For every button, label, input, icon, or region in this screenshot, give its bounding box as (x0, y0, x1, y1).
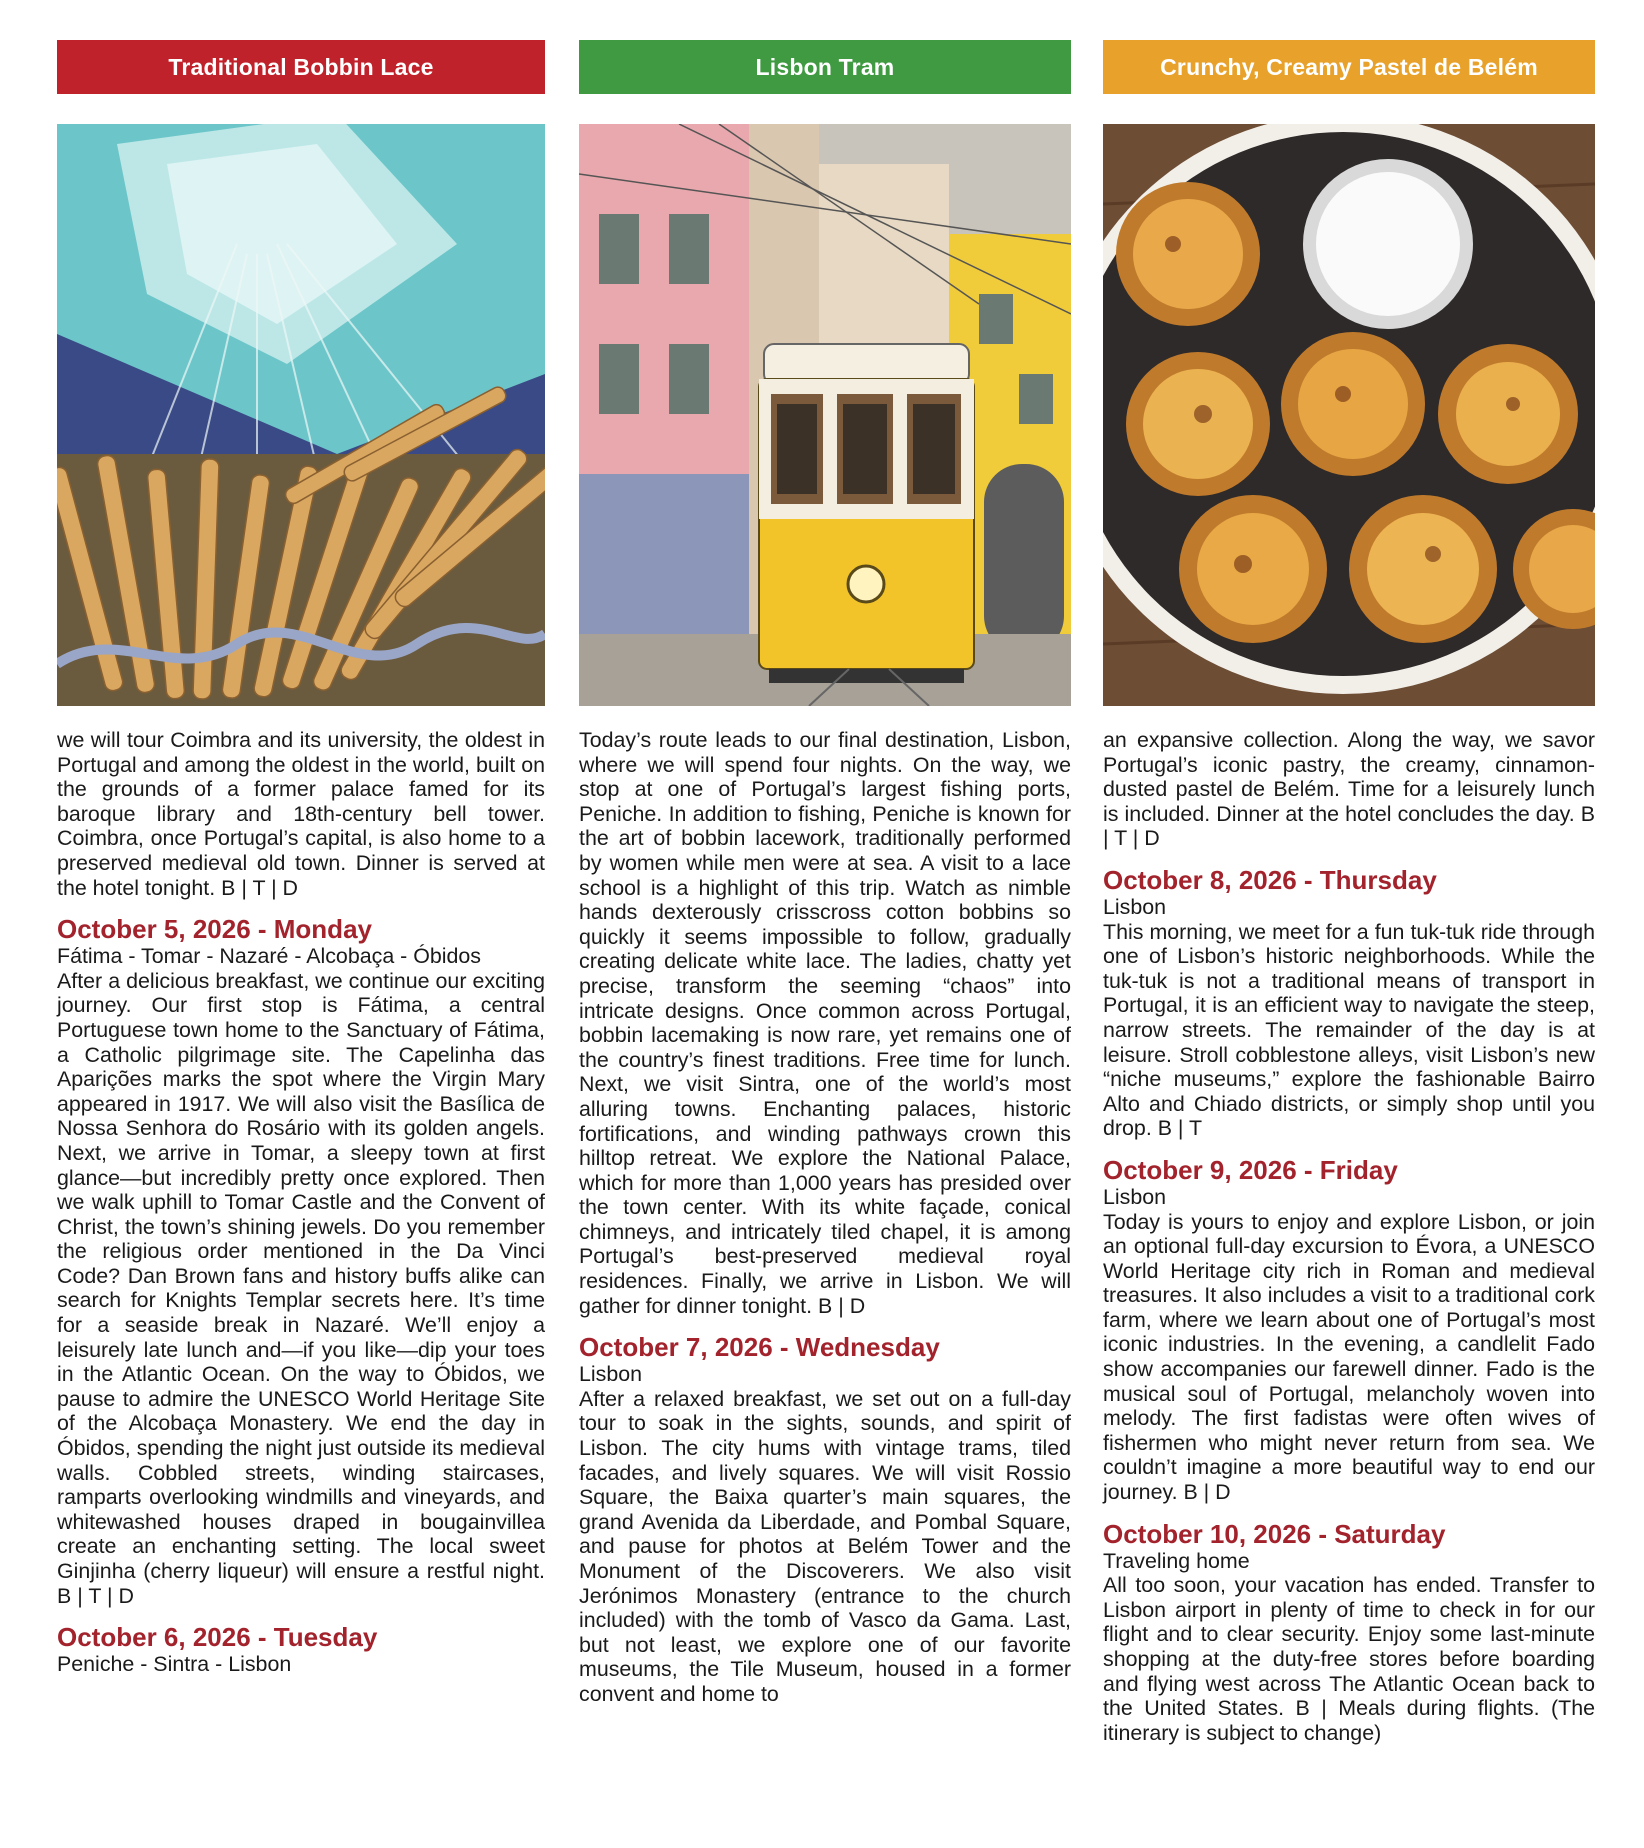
body-oct7: After a relaxed breakfast, we set out on a full-day tour to soak in the sights, sounds, and spirit of Lisbon. The city hums with vintage trams, tiled facades, and lively squares. We will visit Rossio Square, the Baixa quarter’s main squares, the grand Avenida da Liberdade, and Pombal Square, and pause for photos at Belém Tower and the Monument of the Discoverers. We also visit Jerónimos Monastery (entrance to the church included) with the tomb of Vasco da Gama. Last, but not least, we explore one of our favorite museums, the Tile Museum, housed in a former convent and home to (579, 1386, 1071, 1706)
body-oct6: Today’s route leads to our final destination, Lisbon, where we will spend four nights. On the way, we stop at one of Portugal’s largest fishing ports, Peniche. In addition to fishing, Peniche is known for the art of bobbin lacework, traditionally performed by women while men were at sea. A visit to a lace school is a highlight of this trip. Watch as nimble hands dexterously crisscross cotton bobbins so quickly it seems impossible to follow, gradually creating delicate white lace. The ladies, chatty yet precise, transform the seeming “chaos” into intricate designs. Once common across Portugal, bobbin lacemaking is now rare, yet remains one of the country’s finest traditions. Free time for lunch. Next, we visit Sintra, one of the world’s most alluring towns. Enchanting palaces, historic fortifications, and winding pathways crown this hilltop retreat. We explore the National Palace, which for more than 1,000 years has presided over the town center. With its white façade, conical chimneys, and intricately tiled chapel, it is among Portugal’s best-preserved medieval royal residences. Finally, we arrive in Lisbon. We will gather for dinner tonight. B | D (579, 728, 1071, 1318)
lace-illustration (57, 124, 545, 706)
route-oct5: Fátima - Tomar - Nazaré - Alcobaça - Óbidos (57, 944, 481, 969)
banner-pastel-de-belem: Crunchy, Creamy Pastel de Belém (1103, 40, 1595, 94)
banner-lisbon-tram: Lisbon Tram (579, 40, 1071, 94)
itinerary-text-col1 (57, 728, 545, 1677)
day-heading-oct8: October 8, 2026 - Thursday (1103, 864, 1437, 895)
body-oct8: This morning, we meet for a fun tuk-tuk ride through one of Lisbon’s historic neighborhoods. While the tuk-tuk is not a traditional means of transport in Portugal, it is an efficient way to navigate the steep, narrow streets. The remainder of the day is at leisure. Stroll cobblestone alleys, visit Lisbon’s new “niche museums,” explore the fashionable Bairro Alto and Chiado districts, or simply shop until you drop. B | T (1103, 919, 1595, 1141)
tram-illustration (579, 124, 1071, 706)
itinerary-text-col2 (579, 728, 1071, 1707)
column-tram (579, 40, 1071, 1707)
day-heading-oct5: October 5, 2026 - Monday (57, 914, 372, 945)
body-oct9: Today is yours to enjoy and explore Lisbon, or join an optional full-day excursion to Évora, a UNESCO World Heritage city rich in Roman and medieval treasures. It also includes a visit to a traditional cork farm, where we learn about one of Portugal’s most iconic industries. In the evening, a candlelit Fado show accompanies our farewell dinner. Fado is the musical soul of Portugal, melancholy woven into melody. The first fadistas were often wives of fishermen who might never return from sea. We couldn’t imagine a more beautiful way to end our journey. B | D (1103, 1209, 1595, 1505)
route-oct9: Lisbon (1103, 1184, 1167, 1209)
route-oct7: Lisbon (579, 1362, 643, 1387)
banner-bobbin-lace: Traditional Bobbin Lace (57, 40, 545, 94)
route-oct8: Lisbon (1103, 894, 1167, 919)
day-heading-oct10: October 10, 2026 - Saturday (1103, 1518, 1446, 1549)
photo-bobbin-lace (57, 124, 545, 706)
body-oct10: All too soon, your vacation has ended. Transfer to Lisbon airport in plenty of time to check in for our flight and to clear security. Enjoy some last-minute shopping at the duty-free stores before boarding and flying west across The Atlantic Ocean back to the United States. B | Meals during flights. (The itinerary is subject to change) (1103, 1573, 1595, 1745)
body-oct7-continued: an expansive collection. Along the way, we savor Portugal’s iconic pastry, the creamy, cinnamon-dusted pastel de Belém. Time for a leisurely lunch is included. Dinner at the hotel concludes the day. B | T | D (1103, 728, 1595, 851)
route-oct10: Traveling home (1103, 1548, 1250, 1573)
route-oct6: Peniche - Sintra - Lisbon (57, 1652, 292, 1677)
column-pastel (1103, 40, 1595, 1745)
day-heading-oct9: October 9, 2026 - Friday (1103, 1154, 1398, 1185)
day-heading-oct6: October 6, 2026 - Tuesday (57, 1622, 378, 1653)
body-oct5: After a delicious breakfast, we continue our exciting journey. Our first stop is Fátima, a central Portuguese town home to the Sanctuary of Fátima, a Catholic pilgrimage site. The Capelinha das Aparições marks the spot where the Virgin Mary appeared in 1917. We will also visit the Basílica de Nossa Senhora do Rosário with its golden angels. Next, we arrive in Tomar, a sleepy town at first glance—but incredibly pretty once explored. Then we walk uphill to Tomar Castle and the Convent of Christ, the town’s shining jewels. Do you remember the religious order mentioned in the Da Vinci Code? Dan Brown fans and history buffs alike can search for Knights Templar secrets here. It’s time for a seaside break in Nazaré. We’ll enjoy a leisurely late lunch and—if you like—dip your toes in the Atlantic Ocean. On the way to Óbidos, we pause to admire the UNESCO World Heritage Site of the Alcobaça Monastery. We end the day in Óbidos, spending the night just outside its medieval walls. Cobbled streets, winding staircases, ramparts overlooking windmills and vineyards, and whitewashed houses draped in bougainvillea create an enchanting setting. The local sweet Ginjinha (cherry liqueur) will ensure a restful night. B | T | D (57, 968, 545, 1608)
photo-pastel-de-belem (1103, 124, 1595, 706)
pastel-illustration (1103, 124, 1595, 706)
day-heading-oct7: October 7, 2026 - Wednesday (579, 1332, 940, 1363)
coimbra-paragraph: we will tour Coimbra and its university, the oldest in Portugal and among the oldest in the world, built on the grounds of a former palace famed for its baroque library and 18th-century bell tower. Coimbra, once Portugal’s capital, is also home to a preserved medieval old town. Dinner is served at the hotel tonight. B | T | D (57, 728, 545, 900)
itinerary-text-col3 (1103, 728, 1595, 1745)
photo-lisbon-tram (579, 124, 1071, 706)
column-lace (57, 40, 545, 1677)
